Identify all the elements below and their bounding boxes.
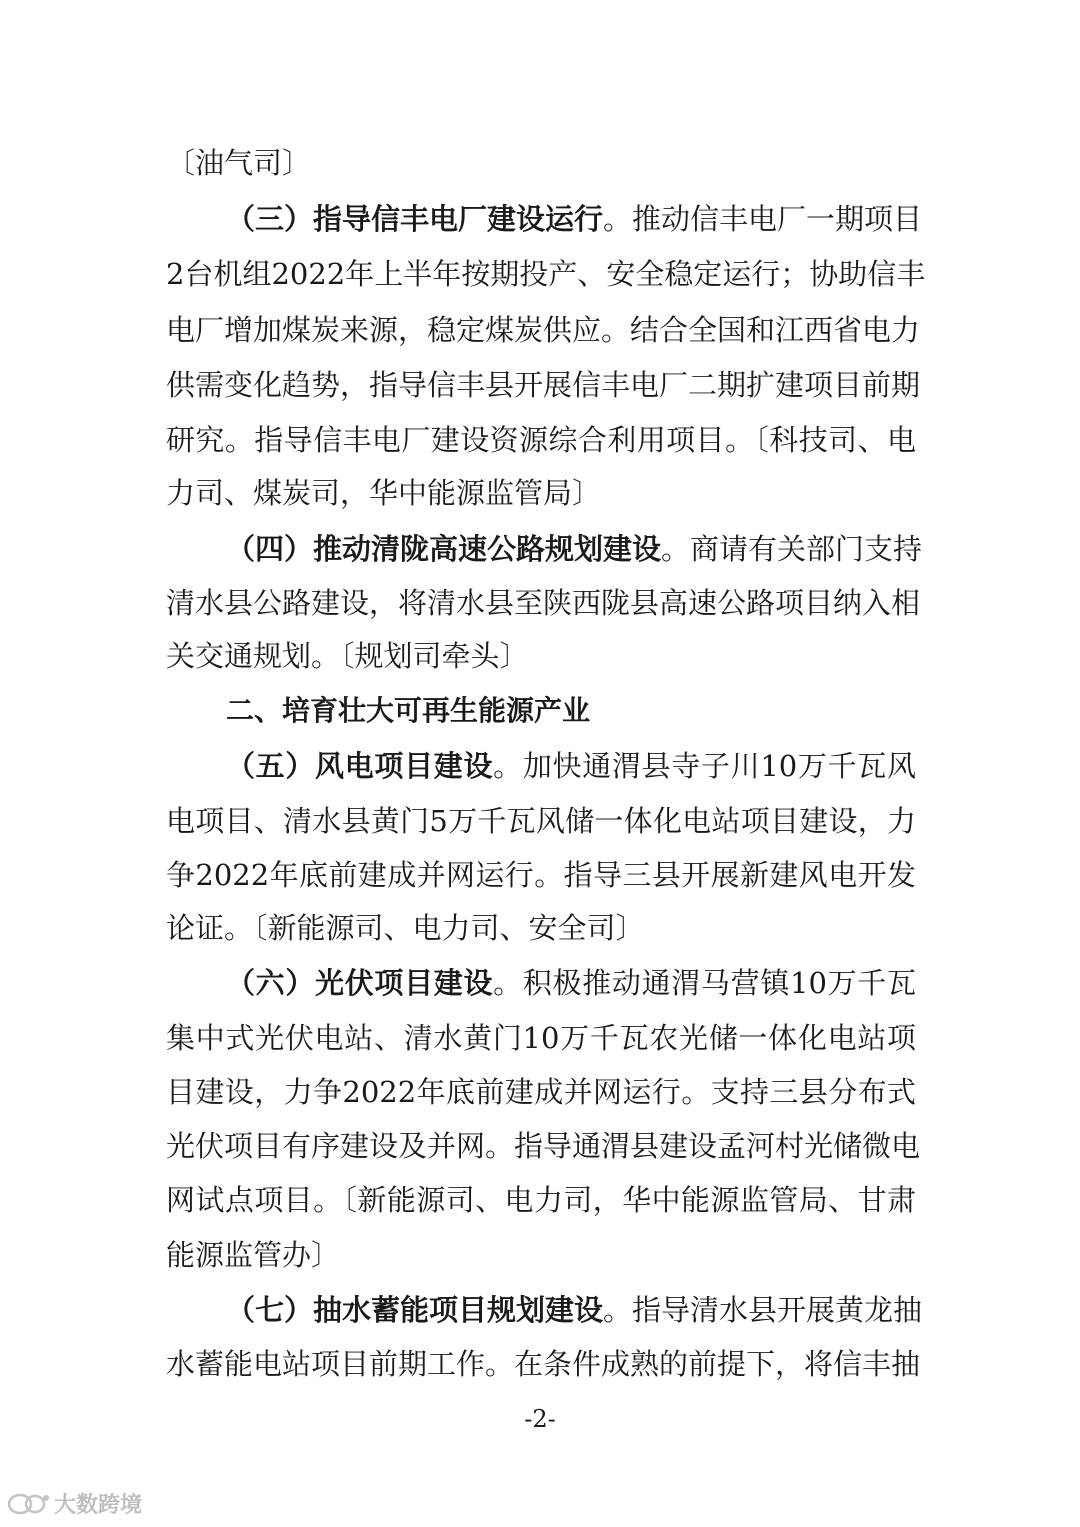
text-line: 2台机组2022年上半年按期投产、安全稳定运行；协助信丰 <box>166 257 926 291</box>
text-line: 网试点项目。〔新能源司、电力司，华中能源监管局、甘肃 <box>166 1183 916 1217</box>
section-7-title: （七）抽水蓄能项目规划建设 <box>226 1293 604 1327</box>
text-line: 电厂增加煤炭来源，稳定煤炭供应。结合全国和江西省电力 <box>166 313 921 347</box>
text-line: 水蓄能电站项目前期工作。在条件成熟的前提下，将信丰抽 <box>166 1347 921 1381</box>
watermark-text: 大数跨境 <box>54 1493 143 1518</box>
section-4-first-line: （四）推动清陇高速公路规划建设。商请有关部门支持 <box>226 532 923 566</box>
section-5-title: （五）风电项目建设 <box>226 749 494 783</box>
section-6-title: （六）光伏项目建设 <box>226 966 494 1000</box>
section-5-first-line: （五）风电项目建设。加快通渭县寺子川10万千瓦风 <box>226 749 916 783</box>
text-line: 〔油气司〕 <box>166 146 312 180</box>
text-line: 研究。指导信丰电厂建设资源综合利用项目。〔科技司、电 <box>166 423 916 457</box>
text-line: 力司、煤炭司，华中能源监管局〕 <box>166 476 602 510</box>
text-line: 关交通规划。〔规划司牵头〕 <box>166 639 529 673</box>
section-6-first-line: （六）光伏项目建设。积极推动通渭马营镇10万千瓦 <box>226 966 916 1000</box>
section-4-title: （四）推动清陇高速公路规划建设 <box>226 532 662 566</box>
section-3-first-line: （三）指导信丰电厂建设运行。推动信丰电厂一期项目 <box>226 202 923 236</box>
text-line: 能源监管办〕 <box>166 1238 341 1272</box>
text-line: 争2022年底前建成并网运行。指导三县开展新建风电开发 <box>166 858 916 892</box>
watermark <box>6 1488 142 1519</box>
text-line: 清水县公路建设，将清水县至陕西陇县高速公路项目纳入相 <box>166 586 921 620</box>
section-7-first-line: （七）抽水蓄能项目规划建设。指导清水县开展黄龙抽 <box>226 1293 923 1327</box>
page-number: -2- <box>524 1405 556 1433</box>
text-line: 电项目、清水县黄门5万千瓦风储一体化电站项目建设，力 <box>166 804 916 838</box>
text-line: 集中式光伏电站、清水黄门10万千瓦农光储一体化电站项 <box>166 1021 916 1055</box>
text-line: 光伏项目有序建设及并网。指导通渭县建设孟河村光储微电 <box>166 1129 921 1163</box>
text-line: 目建设，力争2022年底前建成并网运行。支持三县分布式 <box>166 1075 916 1109</box>
text-line: 论证。〔新能源司、电力司、安全司〕 <box>166 911 645 945</box>
watermark-logo-icon <box>6 1491 50 1517</box>
chapter-heading: 二、培育壮大可再生能源产业 <box>226 694 591 727</box>
text-line: 供需变化趋势，指导信丰县开展信丰电厂二期扩建项目前期 <box>166 368 921 402</box>
section-3-title: （三）指导信丰电厂建设运行 <box>226 202 604 236</box>
